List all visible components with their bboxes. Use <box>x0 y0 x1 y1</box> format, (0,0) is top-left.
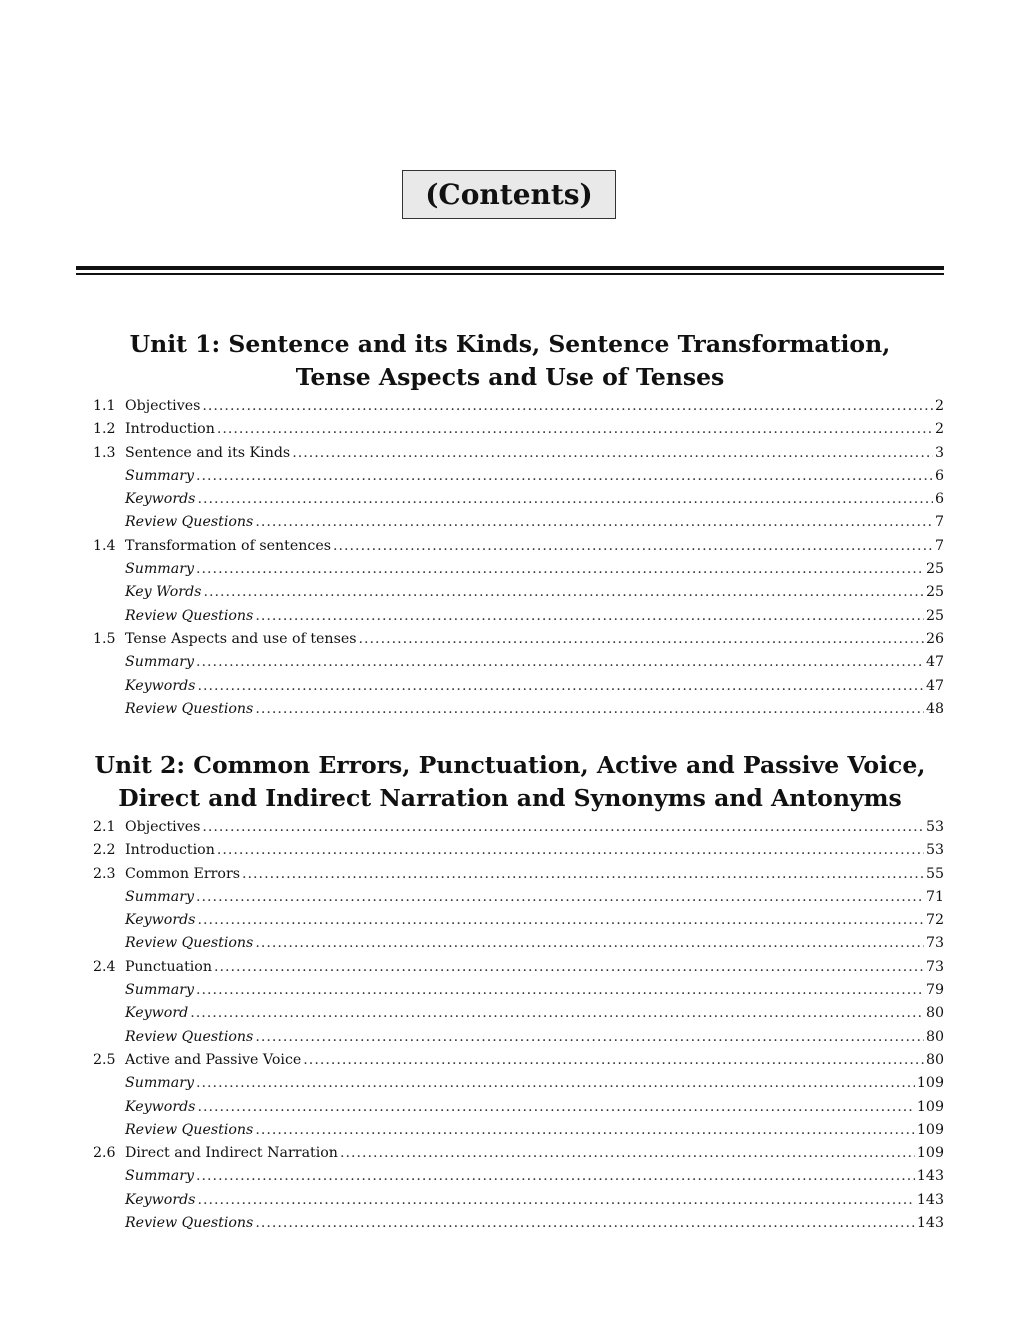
dot-leader <box>203 584 923 600</box>
toc-entry[interactable] <box>93 1215 944 1238</box>
toc-entry-label: Summary <box>125 888 195 905</box>
toc-entry[interactable] <box>93 398 944 421</box>
toc-entry-page: 109 <box>916 1121 944 1138</box>
toc-entry-page: 80 <box>925 1051 944 1068</box>
toc-entry-page: 143 <box>916 1215 944 1232</box>
toc-entry-label: Objectives <box>125 819 201 835</box>
toc-entry[interactable] <box>93 654 944 677</box>
toc-entry-number: 2.6 <box>93 1145 116 1162</box>
toc-entry-label: Keywords <box>125 491 196 508</box>
toc-entry-page: 143 <box>916 1168 944 1185</box>
toc-entry[interactable] <box>93 1192 944 1215</box>
toc-entry-page: 79 <box>925 982 944 999</box>
divider-thick <box>76 266 944 270</box>
toc-entry-number: 2.4 <box>93 958 116 975</box>
toc-entry[interactable] <box>93 1145 944 1168</box>
unit-1-entries <box>93 398 944 724</box>
dot-leader <box>196 1075 915 1091</box>
toc-entry[interactable] <box>93 631 944 654</box>
toc-entry-label: Review Questions <box>125 514 254 531</box>
toc-entry[interactable] <box>93 1052 944 1075</box>
unit-title-line: Unit 2: Common Errors, Punctuation, Active and Passive Voice, <box>94 751 926 779</box>
toc-entry-label: Keywords <box>125 1098 196 1115</box>
toc-entry-label: Review Questions <box>125 935 254 952</box>
dot-leader <box>202 819 924 835</box>
dot-leader <box>255 1215 915 1231</box>
dot-leader <box>255 1029 924 1045</box>
unit-title-line: Direct and Indirect Narration and Synonyms and Antonyms <box>118 784 902 812</box>
toc-entry-label: Summary <box>125 982 195 999</box>
dot-leader <box>217 421 933 437</box>
toc-entry-page: 109 <box>916 1145 944 1162</box>
toc-entry-page: 25 <box>925 584 944 601</box>
toc-entry[interactable] <box>93 538 944 561</box>
dot-leader <box>190 1005 924 1021</box>
dot-leader <box>255 935 924 951</box>
dot-leader <box>255 608 924 624</box>
toc-entry-label: Review Questions <box>125 1121 254 1138</box>
toc-entry[interactable] <box>93 608 944 631</box>
toc-entry-page: 25 <box>925 607 944 624</box>
dot-leader <box>197 912 923 928</box>
toc-entry[interactable] <box>93 1005 944 1028</box>
toc-entry-page: 7 <box>934 537 944 554</box>
contents-heading: (Contents) <box>425 178 593 211</box>
toc-entry[interactable] <box>93 561 944 584</box>
toc-entry-page: 26 <box>925 630 944 647</box>
dot-leader <box>359 631 924 647</box>
dot-leader <box>196 561 924 577</box>
dot-leader <box>196 1168 915 1184</box>
toc-entry[interactable] <box>93 959 944 982</box>
toc-entry-page: 72 <box>925 912 944 929</box>
toc-entry-page: 55 <box>925 865 944 882</box>
toc-entry-page: 2 <box>934 398 944 414</box>
toc-entry[interactable] <box>93 491 944 514</box>
toc-entry-label: Transformation of sentences <box>125 537 332 554</box>
toc-entry-page: 47 <box>925 677 944 694</box>
toc-entry-label: Review Questions <box>125 1028 254 1045</box>
toc-entry[interactable] <box>93 421 944 444</box>
toc-entry-label: Summary <box>125 654 195 671</box>
toc-entry-page: 73 <box>925 958 944 975</box>
divider-thin <box>76 273 944 275</box>
toc-entry-page: 7 <box>934 514 944 531</box>
toc-entry-page: 80 <box>925 1028 944 1045</box>
toc-entry-page: 73 <box>925 935 944 952</box>
toc-entry-label: Keywords <box>125 1191 196 1208</box>
toc-entry[interactable] <box>93 468 944 491</box>
dot-leader <box>196 468 933 484</box>
toc-entry[interactable] <box>93 819 944 842</box>
dot-leader <box>197 678 923 694</box>
unit-2-entries <box>93 819 944 1238</box>
toc-entry[interactable] <box>93 935 944 958</box>
dot-leader <box>292 445 933 461</box>
dot-leader <box>255 514 933 530</box>
toc-entry-number: 2.2 <box>93 842 116 859</box>
unit-1-section <box>76 328 944 724</box>
toc-entry-page: 2 <box>934 421 944 438</box>
toc-entry-page: 53 <box>925 842 944 859</box>
toc-entry-number: 1.4 <box>93 537 116 554</box>
toc-entry-label: Introduction <box>125 421 215 438</box>
toc-entry-number: 2.1 <box>93 819 116 835</box>
unit-2-section <box>76 749 944 1238</box>
toc-entry-page: 109 <box>916 1098 944 1115</box>
toc-entry[interactable] <box>93 1099 944 1122</box>
toc-entry[interactable] <box>93 445 944 468</box>
toc-entry-label: Objectives <box>125 398 201 414</box>
dot-leader <box>197 491 933 507</box>
toc-entry[interactable] <box>93 1168 944 1191</box>
dot-leader <box>255 1122 915 1138</box>
toc-entry-number: 2.3 <box>93 865 116 882</box>
toc-entry-page: 6 <box>934 491 944 508</box>
toc-entry-page: 53 <box>925 819 944 835</box>
toc-entry[interactable] <box>93 1029 944 1052</box>
dot-leader <box>214 959 924 975</box>
toc-entry-label: Summary <box>125 1075 195 1092</box>
toc-entry-number: 1.2 <box>93 421 116 438</box>
toc-entry-label: Punctuation <box>125 958 212 975</box>
contents-heading-box <box>402 170 616 219</box>
toc-entry-label: Review Questions <box>125 700 254 717</box>
toc-entry-page: 80 <box>925 1005 944 1022</box>
unit-2-title <box>76 749 944 815</box>
toc-entry-page: 6 <box>934 467 944 484</box>
dot-leader <box>242 866 924 882</box>
dot-leader <box>196 654 924 670</box>
toc-entry-label: Summary <box>125 561 195 578</box>
dot-leader <box>202 398 933 414</box>
dot-leader <box>340 1145 915 1161</box>
toc-entry-label: Introduction <box>125 842 215 859</box>
toc-entry-label: Review Questions <box>125 607 254 624</box>
dot-leader <box>303 1052 924 1068</box>
toc-entry-page: 47 <box>925 654 944 671</box>
dot-leader <box>196 889 924 905</box>
toc-entry-label: Review Questions <box>125 1215 254 1232</box>
toc-entry-page: 48 <box>925 700 944 717</box>
toc-entry-label: Keywords <box>125 912 196 929</box>
toc-entry[interactable] <box>93 514 944 537</box>
unit-title-line: Tense Aspects and Use of Tenses <box>295 363 725 391</box>
toc-entry-page: 25 <box>925 561 944 578</box>
toc-entry-number: 1.5 <box>93 630 116 647</box>
toc-entry-label: Tense Aspects and use of tenses <box>125 630 357 647</box>
unit-title-line: Unit 1: Sentence and its Kinds, Sentence Transformation, <box>129 330 891 358</box>
toc-entry[interactable] <box>93 678 944 701</box>
toc-entry[interactable] <box>93 912 944 935</box>
toc-entry[interactable] <box>93 584 944 607</box>
toc-entry[interactable] <box>93 1122 944 1145</box>
toc-entry-number: 1.3 <box>93 444 116 461</box>
dot-leader <box>217 842 924 858</box>
dot-leader <box>196 982 924 998</box>
toc-entry-label: Keywords <box>125 677 196 694</box>
toc-entry-page: 109 <box>916 1075 944 1092</box>
toc-entry[interactable] <box>93 982 944 1005</box>
toc-entry-page: 71 <box>925 888 944 905</box>
unit-1-title <box>76 328 944 394</box>
toc-entry-label: Direct and Indirect Narration <box>125 1145 338 1162</box>
toc-entry-label: Key Words <box>125 584 202 601</box>
toc-entry-page: 3 <box>934 444 944 461</box>
toc-entry-number: 1.1 <box>93 398 116 414</box>
toc-entry[interactable] <box>93 889 944 912</box>
toc-entry-label: Sentence and its Kinds <box>125 444 291 461</box>
toc-entry-label: Keyword <box>125 1005 189 1022</box>
toc-entry-label: Common Errors <box>125 865 241 882</box>
toc-entry-number: 2.5 <box>93 1051 116 1068</box>
toc-entry[interactable] <box>93 866 944 889</box>
toc-entry-page: 143 <box>916 1191 944 1208</box>
toc-entry-label: Summary <box>125 467 195 484</box>
dot-leader <box>333 538 933 554</box>
dot-leader <box>255 701 924 717</box>
dot-leader <box>197 1192 914 1208</box>
toc-entry[interactable] <box>93 701 944 724</box>
toc-entry-label: Active and Passive Voice <box>125 1051 302 1068</box>
dot-leader <box>197 1099 914 1115</box>
toc-entry[interactable] <box>93 842 944 865</box>
toc-entry-label: Summary <box>125 1168 195 1185</box>
toc-entry[interactable] <box>93 1075 944 1098</box>
